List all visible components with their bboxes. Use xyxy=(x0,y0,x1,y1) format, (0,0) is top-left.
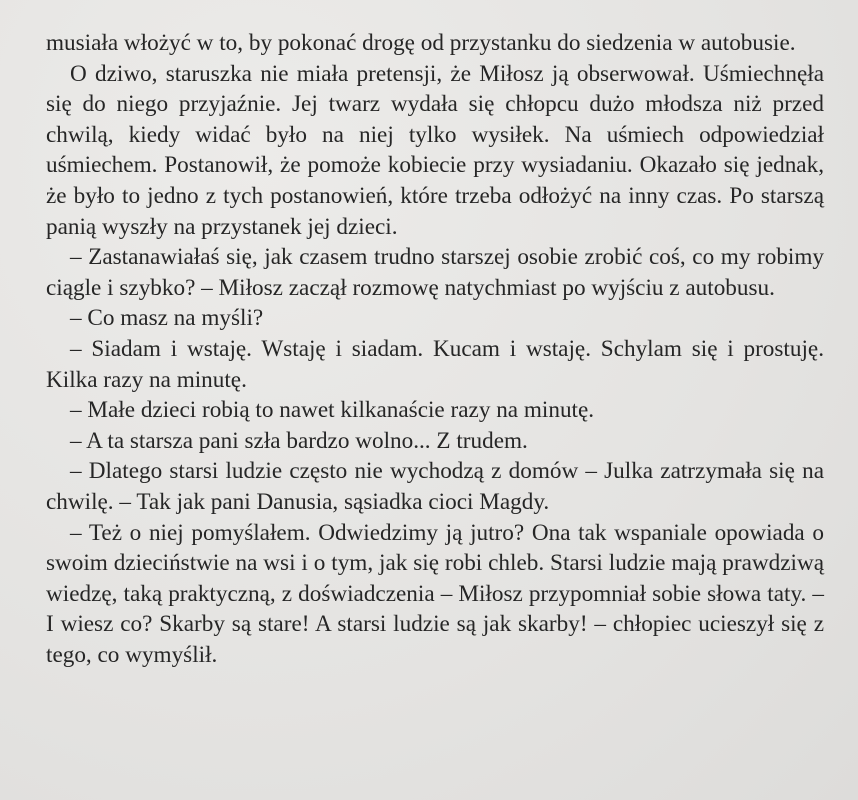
dialogue-line: – Co masz na myśli? xyxy=(70,305,264,332)
dialogue-line: – Dlatego starsi ludzie często nie wychodzą z domów – Julka zatrzymała się na chwilę. – Tak jak pani Danusia, sąsiadka cioci Magdy. xyxy=(46,458,824,515)
dialogue-line: – Siadam i wstaję. Wstaję i siadam. Kucam i wstaję. Schylam się i prostuję. Kilka razy na minutę. xyxy=(46,335,824,393)
dialogue-line: – Małe dzieci robią to nawet kilkanaście razy na minutę. xyxy=(70,397,595,424)
paragraph-continuation: musiała włożyć w to, by pokonać drogę od przystanku do siedzenia w autobusie. xyxy=(46,30,796,56)
paragraph-narration: O dziwo, staruszka nie miała pretensji, że Miłosz ją obserwował. Uśmiechnęła się do niego przyjaźnie. Jej twarz wydała się chłopcu dużo młodsza niż przed chwilą, kiedy widać było na niej tylko wysiłek. Na uśmiech odpowiedział uśmiechem. Postanowił, że pomoże kobiecie przy wysiadaniu. Okazało się jednak, że było to jedno z tych postanowień, które trzeba odłożyć na inny czas. Po starszą panią wyszły na przystanek jej dzieci. xyxy=(46,60,824,240)
dialogue-line: – A ta starsza pani szła bardzo wolno... Z trudem. xyxy=(70,427,528,454)
dialogue-line: – Zastanawiałaś się, jak czasem trudno starszej osobie zrobić coś, co my robimy ciągle i szybko? – Miłosz zaczął rozmowę natychmiast po wyjściu z autobusu. xyxy=(46,244,824,301)
dialogue-line: – Też o niej pomyślałem. Odwiedzimy ją jutro? Ona tak wspaniale opowiada o swoim dzieciństwie na wsi i o tym, jak się robi chleb. Starsi ludzie mają prawdziwą wiedzę, taką praktyczną, z doświadczenia – Miłosz przypomniał sobie słowa taty. – I wiesz co? Skarby są stare! A starsi ludzie są jak skarby! – chłopiec ucieszył się z tego, co wymyślił. xyxy=(46,519,824,668)
